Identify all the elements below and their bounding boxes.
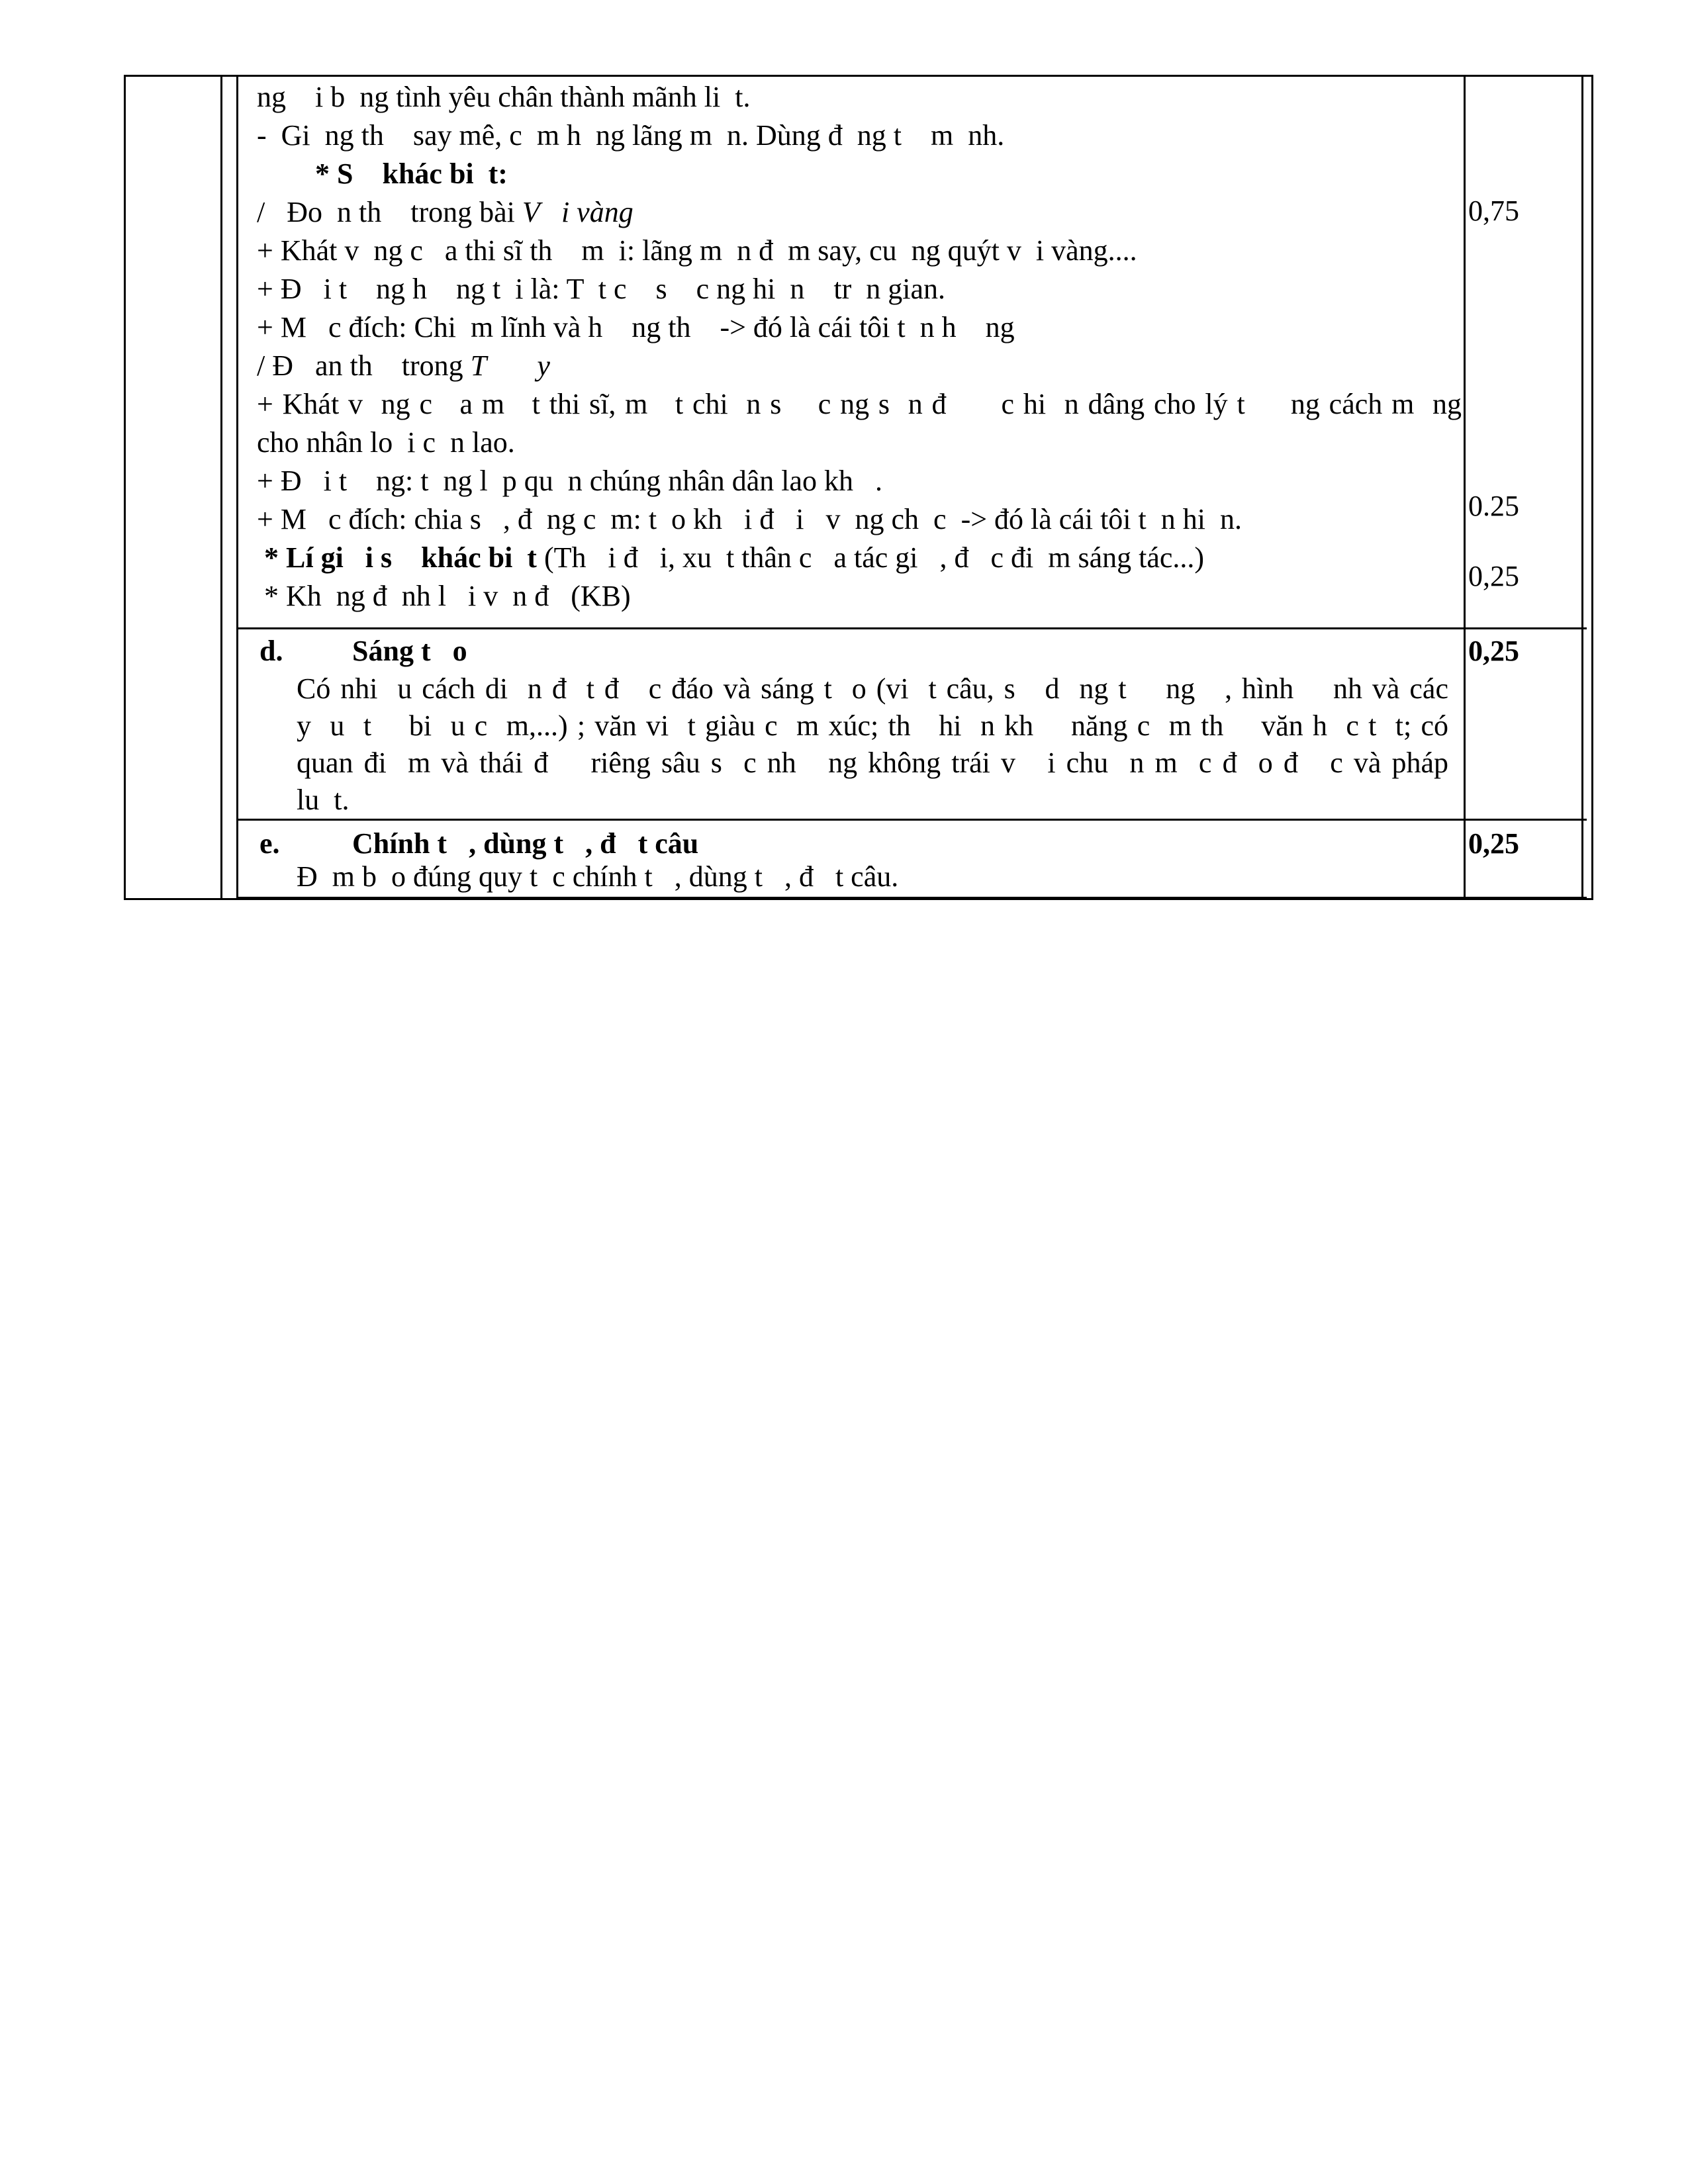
- section-d-content: [297, 670, 1448, 819]
- row-divider-e: [236, 819, 1587, 821]
- upper-line-text: - Gi ng th say mê, c m h ng lãng m n. Dùng đ ng t m nh.: [257, 119, 1005, 152]
- upper-line: [257, 232, 1462, 270]
- upper-line-text: ng i b ng tình yêu chân thành mãnh li t.: [257, 81, 751, 113]
- upper-line: [257, 347, 1462, 385]
- score-upper-2: 0.25: [1468, 490, 1519, 522]
- upper-line: [257, 577, 1462, 615]
- upper-line-text: + M c đích: Chi m lĩnh và h ng th -> đó là cái tôi t n h ng: [257, 311, 1015, 343]
- upper-line-text: + M c đích: chia s , đ ng c m: t o kh i đ i v ng ch c -> đó là cái tôi t n hi n.: [257, 503, 1242, 535]
- upper-line: [257, 270, 1462, 308]
- score-e: 0,25: [1468, 827, 1519, 860]
- section-upper-content: [257, 78, 1462, 627]
- upper-line-text: cho nhân lo i c n lao.: [257, 426, 515, 459]
- section-e-letter: e.: [259, 827, 280, 860]
- section-d-line-text: y u t bi u c m,...) ; văn vi t giàu c m xúc; th hi n kh năng c m th văn h c t t; có: [297, 709, 1448, 742]
- upper-line: [257, 116, 1462, 155]
- section-d-lines: [297, 670, 1448, 819]
- upper-line-text: * Lí gi i s khác bi t: [257, 541, 544, 574]
- upper-line-text: + Đ i t ng h ng t i là: T t c s c ng hi n tr n gian.: [257, 273, 946, 305]
- score-d: 0,25: [1468, 635, 1519, 667]
- section-upper-lines: [257, 78, 1462, 615]
- upper-line: [257, 500, 1462, 539]
- table-top-inner-border: [236, 75, 1587, 77]
- upper-line-text: + Khát v ng c a m t thi sĩ, m t chi n s c ng s n đ c hi n dâng cho lý t ng cách m ng: [257, 388, 1462, 420]
- section-d-line: [297, 670, 1448, 707]
- upper-line-text: * S khác bi t:: [257, 158, 508, 190]
- upper-line-text: / Đo n th trong bài: [257, 196, 522, 228]
- row-divider-d: [236, 627, 1587, 629]
- column-divider-1: [220, 75, 222, 900]
- column-divider-3: [1464, 75, 1466, 900]
- section-d-line-text: Có nhi u cách di n đ t đ c đáo và sáng t o (vi t câu, s d ng t ng , hình nh và các: [297, 672, 1448, 705]
- section-d-line-text: quan đi m và thái đ riêng sâu s c nh ng không trái v i chu n m c đ o đ c và pháp: [297, 747, 1448, 779]
- upper-line-italic: V i vàng: [522, 196, 633, 228]
- section-d-label: [259, 632, 283, 670]
- upper-line: [257, 385, 1462, 424]
- score-upper-3: 0,25: [1468, 560, 1519, 592]
- section-e-text: Đ m b o đúng quy t c chính t , dùng t , đ t câu.: [297, 860, 899, 893]
- upper-line-text: / Đ an th trong: [257, 349, 471, 382]
- table-bottom-inner-border: [236, 897, 1587, 899]
- section-d-title: Sáng t o: [352, 635, 467, 667]
- upper-line: [257, 308, 1462, 347]
- section-d-line: [297, 745, 1448, 782]
- score-upper-1: 0,75: [1468, 195, 1519, 227]
- upper-line: [257, 539, 1462, 577]
- section-d-letter: d.: [259, 635, 283, 667]
- upper-line: [257, 155, 1462, 193]
- upper-line-text: + Đ i t ng: t ng l p qu n chúng nhân dân lao kh .: [257, 465, 883, 497]
- upper-line: [257, 193, 1462, 232]
- upper-line: [257, 424, 1462, 462]
- upper-line-rest: (Th i đ i, xu t thân c a tác gi , đ c đi m sáng tác...): [543, 541, 1205, 574]
- upper-line: [257, 78, 1462, 116]
- column-divider-2: [236, 75, 238, 900]
- section-d-line: [297, 782, 1448, 819]
- section-d-line-text: lu t.: [297, 784, 350, 816]
- upper-line-text: + Khát v ng c a thi sĩ th m i: lãng m n đ m say, cu ng quýt v i vàng....: [257, 234, 1137, 267]
- section-e-title: Chính t , dùng t , đ t câu: [352, 827, 699, 860]
- upper-line: [257, 462, 1462, 500]
- upper-line-italic: T y: [470, 349, 550, 382]
- section-d-line: [297, 707, 1448, 745]
- upper-line-text: * Kh ng đ nh l i v n đ (KB): [257, 580, 631, 612]
